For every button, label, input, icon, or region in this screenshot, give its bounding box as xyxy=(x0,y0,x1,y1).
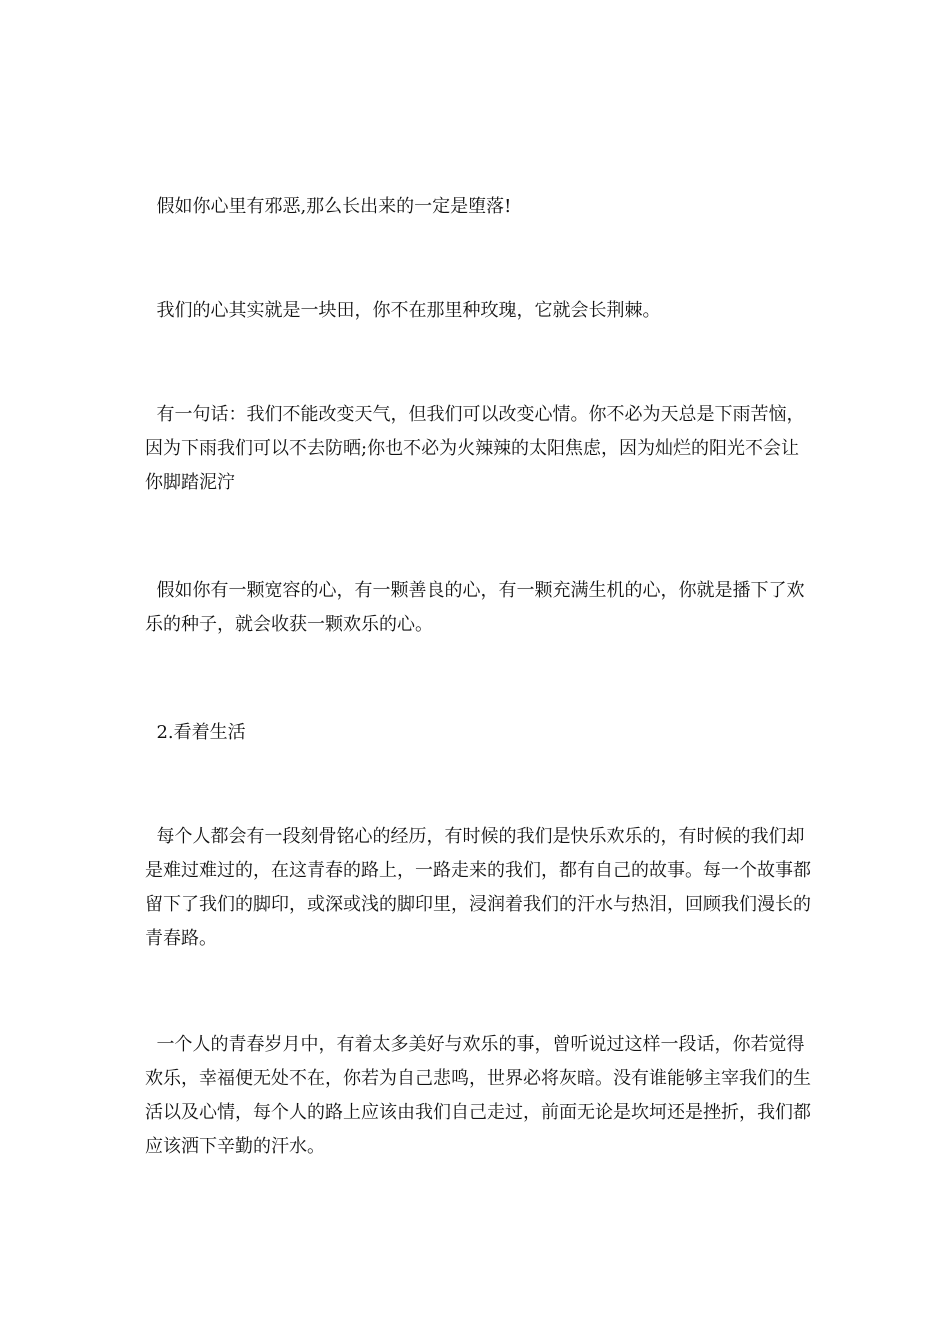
paragraph-1: 假如你心里有邪恶,那么长出来的一定是堕落! xyxy=(145,196,512,217)
paragraph-5: 每个人都会有一段刻骨铭心的经历，有时候的我们是快乐欢乐的，有时候的我们却是难过难过的，在这青春的路上，一路走来的我们，都有自己的故事。每一个故事都留下了我们的脚印，或深或浅的脚印里，浸润着我们的汗水与热泪，回顾我们漫长的青春路。 xyxy=(145,826,811,949)
section-heading: 2.看着生活 xyxy=(145,722,246,743)
paragraph-2: 我们的心其实就是一块田，你不在那里种玫瑰，它就会长荆棘。 xyxy=(145,300,661,321)
paragraph-3: 有一句话：我们不能改变天气，但我们可以改变心情。你不必为天总是下雨苦恼，因为下雨我们可以不去防晒;你也不必为火辣辣的太阳焦虑，因为灿烂的阳光不会让你脚踏泥泞 xyxy=(145,404,805,493)
paragraph-6: 一个人的青春岁月中，有着太多美好与欢乐的事，曾听说过这样一段话，你若觉得欢乐，幸福便无处不在，你若为自己悲鸣，世界必将灰暗。没有谁能够主宰我们的生活以及心情，每个人的路上应该由我们自己走过，前面无论是坎坷还是挫折，我们都应该洒下辛勤的汗水。 xyxy=(145,1034,811,1157)
paragraph-4: 假如你有一颗宽容的心，有一颗善良的心，有一颗充满生机的心，你就是播下了欢乐的种子，就会收获一颗欢乐的心。 xyxy=(145,580,805,635)
